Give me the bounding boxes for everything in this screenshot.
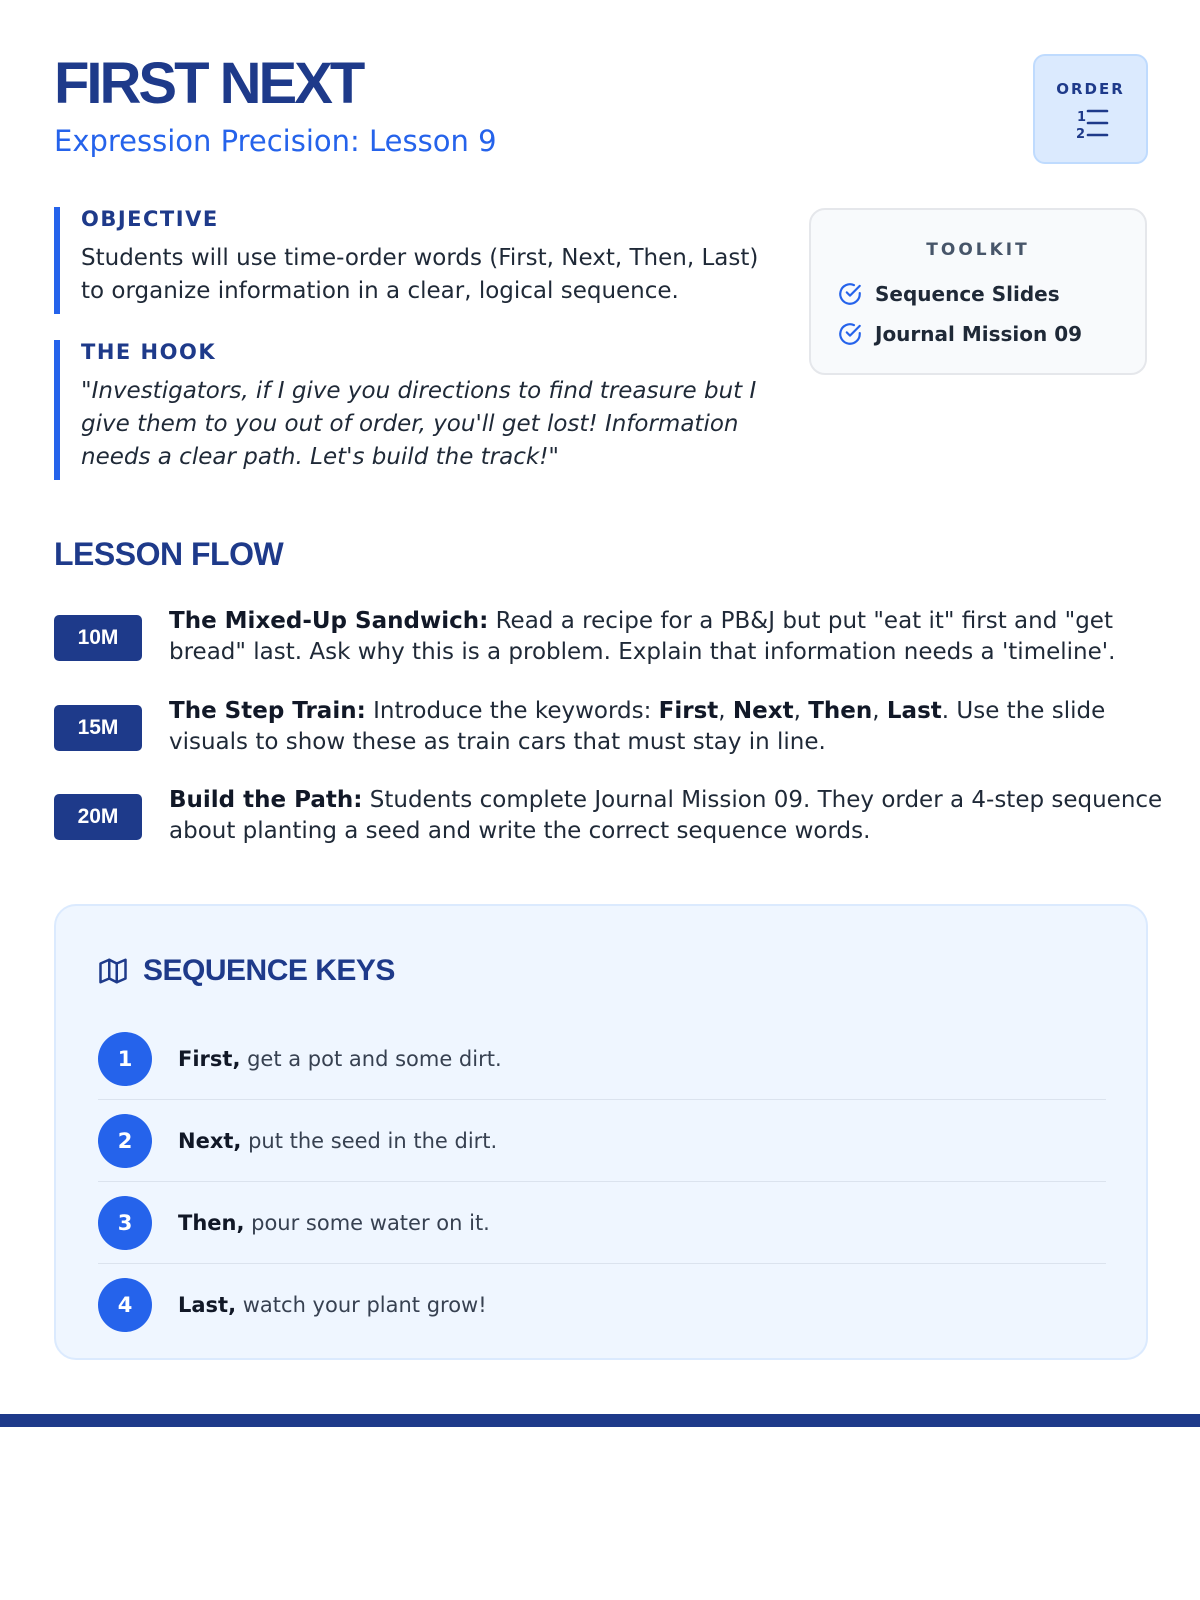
step-description: watch your plant grow! bbox=[236, 1293, 487, 1317]
step-number: 3 bbox=[98, 1196, 152, 1250]
step-description: get a pot and some dirt. bbox=[240, 1046, 502, 1071]
lesson-flow-label: The Step Train: bbox=[169, 698, 366, 724]
order-badge-label: ORDER bbox=[1056, 80, 1125, 98]
step-keyword: Then, bbox=[178, 1210, 245, 1235]
lesson-flow-description: Introduce the keywords: bbox=[365, 698, 659, 724]
lesson-flow-text bbox=[169, 606, 1169, 668]
lesson-flow-title: LESSON FLOW bbox=[54, 536, 284, 572]
toolkit-item bbox=[837, 314, 1145, 354]
toolkit-card bbox=[809, 208, 1147, 375]
objective-section bbox=[54, 207, 774, 314]
lesson-flow-description: . Use the slide visuals to show these as train cars that must stay in line. bbox=[169, 698, 1106, 755]
keyword-separator: , bbox=[718, 698, 733, 724]
lesson-flow-label: Build the Path: bbox=[169, 787, 363, 813]
sequence-keys-title: SEQUENCE KEYS bbox=[143, 954, 395, 987]
map-icon bbox=[98, 956, 128, 986]
step-keyword: Last, bbox=[178, 1293, 237, 1317]
footer-bar bbox=[0, 1414, 1200, 1427]
sequence-keys-card bbox=[54, 904, 1148, 1360]
step-keyword: First, bbox=[178, 1046, 241, 1071]
toolkit-item-label: Journal Mission 09 bbox=[875, 322, 1083, 346]
page-subtitle: Expression Precision: Lesson 9 bbox=[54, 124, 497, 158]
svg-text:2: 2 bbox=[1075, 127, 1085, 142]
step-number: 1 bbox=[98, 1032, 152, 1086]
step-text bbox=[178, 1211, 490, 1235]
objective-heading: OBJECTIVE bbox=[81, 207, 219, 231]
step-number: 2 bbox=[98, 1114, 152, 1168]
hook-heading: THE HOOK bbox=[81, 340, 217, 364]
check-circle-icon bbox=[837, 321, 863, 347]
keyword-separator: , bbox=[872, 698, 887, 724]
step-description: pour some water on it. bbox=[244, 1210, 490, 1235]
keyword: First bbox=[658, 698, 719, 724]
lesson-flow-text bbox=[169, 785, 1169, 847]
toolkit-item bbox=[837, 274, 1145, 314]
step-description: put the seed in the dirt. bbox=[241, 1128, 498, 1153]
svg-text:1: 1 bbox=[1076, 110, 1086, 125]
objective-text: Students will use time-order words (First, Next, Then, Last) to organize information in a clear, logical sequence. bbox=[81, 245, 759, 305]
lesson-flow-text bbox=[169, 696, 1169, 758]
step-number: 4 bbox=[98, 1278, 152, 1332]
sequence-keys-header bbox=[98, 954, 395, 988]
lesson-flow-description: Read a recipe for a PB&J but put "eat it" first and "get bread" last. Ask why this is a problem. Explain that information needs a 'timeline'. bbox=[169, 608, 1116, 665]
toolkit-list bbox=[811, 274, 1145, 354]
toolkit-item-label: Sequence Slides bbox=[875, 282, 1060, 306]
time-badge: 20M bbox=[54, 794, 142, 840]
check-circle-icon bbox=[837, 281, 863, 307]
lesson-flow-label: The Mixed-Up Sandwich: bbox=[169, 608, 489, 634]
keyword-separator: , bbox=[793, 698, 809, 724]
hook-text: "Investigators, if I give you directions to find treasure but I give them to you out of order, you'll get lost! Information needs a clear path. Let's build the track!" bbox=[81, 378, 757, 471]
step-text bbox=[178, 1047, 502, 1071]
keyword: Last bbox=[886, 698, 942, 724]
keyword: Next bbox=[732, 698, 794, 724]
sequence-key-item bbox=[98, 1264, 1106, 1346]
step-keyword: Next, bbox=[178, 1128, 242, 1153]
hook-section bbox=[54, 340, 774, 480]
time-badge: 15M bbox=[54, 705, 142, 751]
sequence-key-item bbox=[98, 1100, 1106, 1182]
step-text bbox=[178, 1293, 487, 1317]
ordered-list-icon bbox=[1071, 106, 1111, 142]
toolkit-title: TOOLKIT bbox=[926, 240, 1030, 260]
keyword: Then bbox=[808, 698, 873, 724]
sequence-key-item bbox=[98, 1018, 1106, 1100]
lesson-flow-description: Students complete Journal Mission 09. They order a 4-step sequence about planting a seed and write the correct sequence words. bbox=[169, 787, 1163, 844]
page-title: FIRST NEXT bbox=[54, 51, 363, 116]
step-text bbox=[178, 1129, 497, 1153]
sequence-key-item bbox=[98, 1182, 1106, 1264]
sequence-keys-list bbox=[98, 1018, 1106, 1346]
order-badge bbox=[1033, 54, 1148, 164]
time-badge: 10M bbox=[54, 615, 142, 661]
